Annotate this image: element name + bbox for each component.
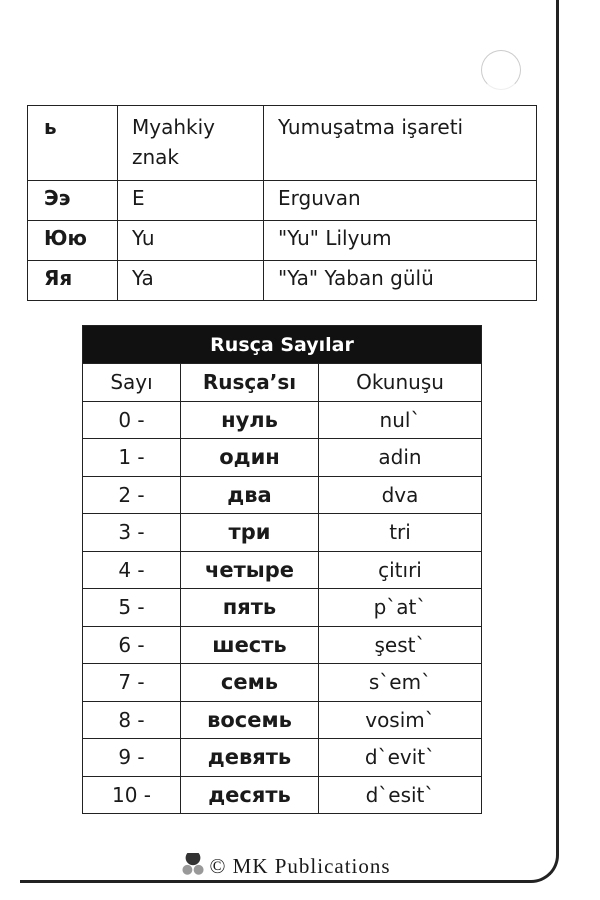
header-ruscasi: Rusça’sı [181,364,319,402]
russian-word-cell: семь [181,664,319,702]
numbers-table-header [83,364,482,402]
letter-row [28,106,537,181]
number-cell: 2 - [83,476,181,514]
pronunciation-cell: çitıri [319,551,482,589]
pronunciation-cell: d`esit` [319,776,482,814]
number-row [83,701,482,739]
pronunciation-cell: vosim` [319,701,482,739]
russian-word-cell: пять [181,589,319,627]
example-cell: Yumuşatma işareti [264,106,537,181]
number-row [83,476,482,514]
pronunciation-cell: s`em` [319,664,482,702]
example-cell: "Yu" Lilyum [264,221,537,261]
number-cell: 1 - [83,439,181,477]
letter-cell: Яя [28,261,118,301]
pronunciation-cell: tri [319,514,482,552]
numbers-table-title: Rusça Sayılar [83,326,482,364]
letter-cell: Ээ [28,181,118,221]
publisher-logo-icon [179,853,207,877]
example-cell: Erguvan [264,181,537,221]
russian-word-cell: девять [181,739,319,777]
letter-name-cell: Myahkiy znak [118,106,264,181]
number-row [83,551,482,589]
number-cell: 10 - [83,776,181,814]
number-cell: 7 - [83,664,181,702]
letter-name-cell: E [118,181,264,221]
number-row [83,626,482,664]
russian-word-cell: два [181,476,319,514]
number-cell: 4 - [83,551,181,589]
copyright-text: © MK Publications [209,854,391,878]
example-cell: "Ya" Yaban gülü [264,261,537,301]
number-cell: 3 - [83,514,181,552]
letter-row [28,261,537,301]
pronunciation-cell: nul` [319,401,482,439]
number-row [83,739,482,777]
number-cell: 9 - [83,739,181,777]
punch-hole [481,50,521,90]
numbers-table [82,325,482,814]
letter-row [28,181,537,221]
number-row [83,514,482,552]
russian-word-cell: восемь [181,701,319,739]
letter-name-cell: Yu [118,221,264,261]
number-row [83,401,482,439]
number-cell: 5 - [83,589,181,627]
letter-name-cell: Ya [118,261,264,301]
russian-word-cell: один [181,439,319,477]
letter-cell: ь [28,106,118,181]
number-cell: 8 - [83,701,181,739]
footer [0,853,570,879]
russian-word-cell: нуль [181,401,319,439]
letter-cell: Юю [28,221,118,261]
number-row [83,664,482,702]
russian-word-cell: десять [181,776,319,814]
pronunciation-cell: p`at` [319,589,482,627]
russian-word-cell: четыре [181,551,319,589]
pronunciation-cell: dva [319,476,482,514]
russian-word-cell: шесть [181,626,319,664]
russian-word-cell: три [181,514,319,552]
pronunciation-cell: adin [319,439,482,477]
header-sayi: Sayı [83,364,181,402]
header-okunusu: Okunuşu [319,364,482,402]
number-row [83,589,482,627]
letters-table [27,105,537,301]
pronunciation-cell: şest` [319,626,482,664]
letter-row [28,221,537,261]
number-cell: 0 - [83,401,181,439]
number-row [83,776,482,814]
number-cell: 6 - [83,626,181,664]
number-row [83,439,482,477]
pronunciation-cell: d`evit` [319,739,482,777]
